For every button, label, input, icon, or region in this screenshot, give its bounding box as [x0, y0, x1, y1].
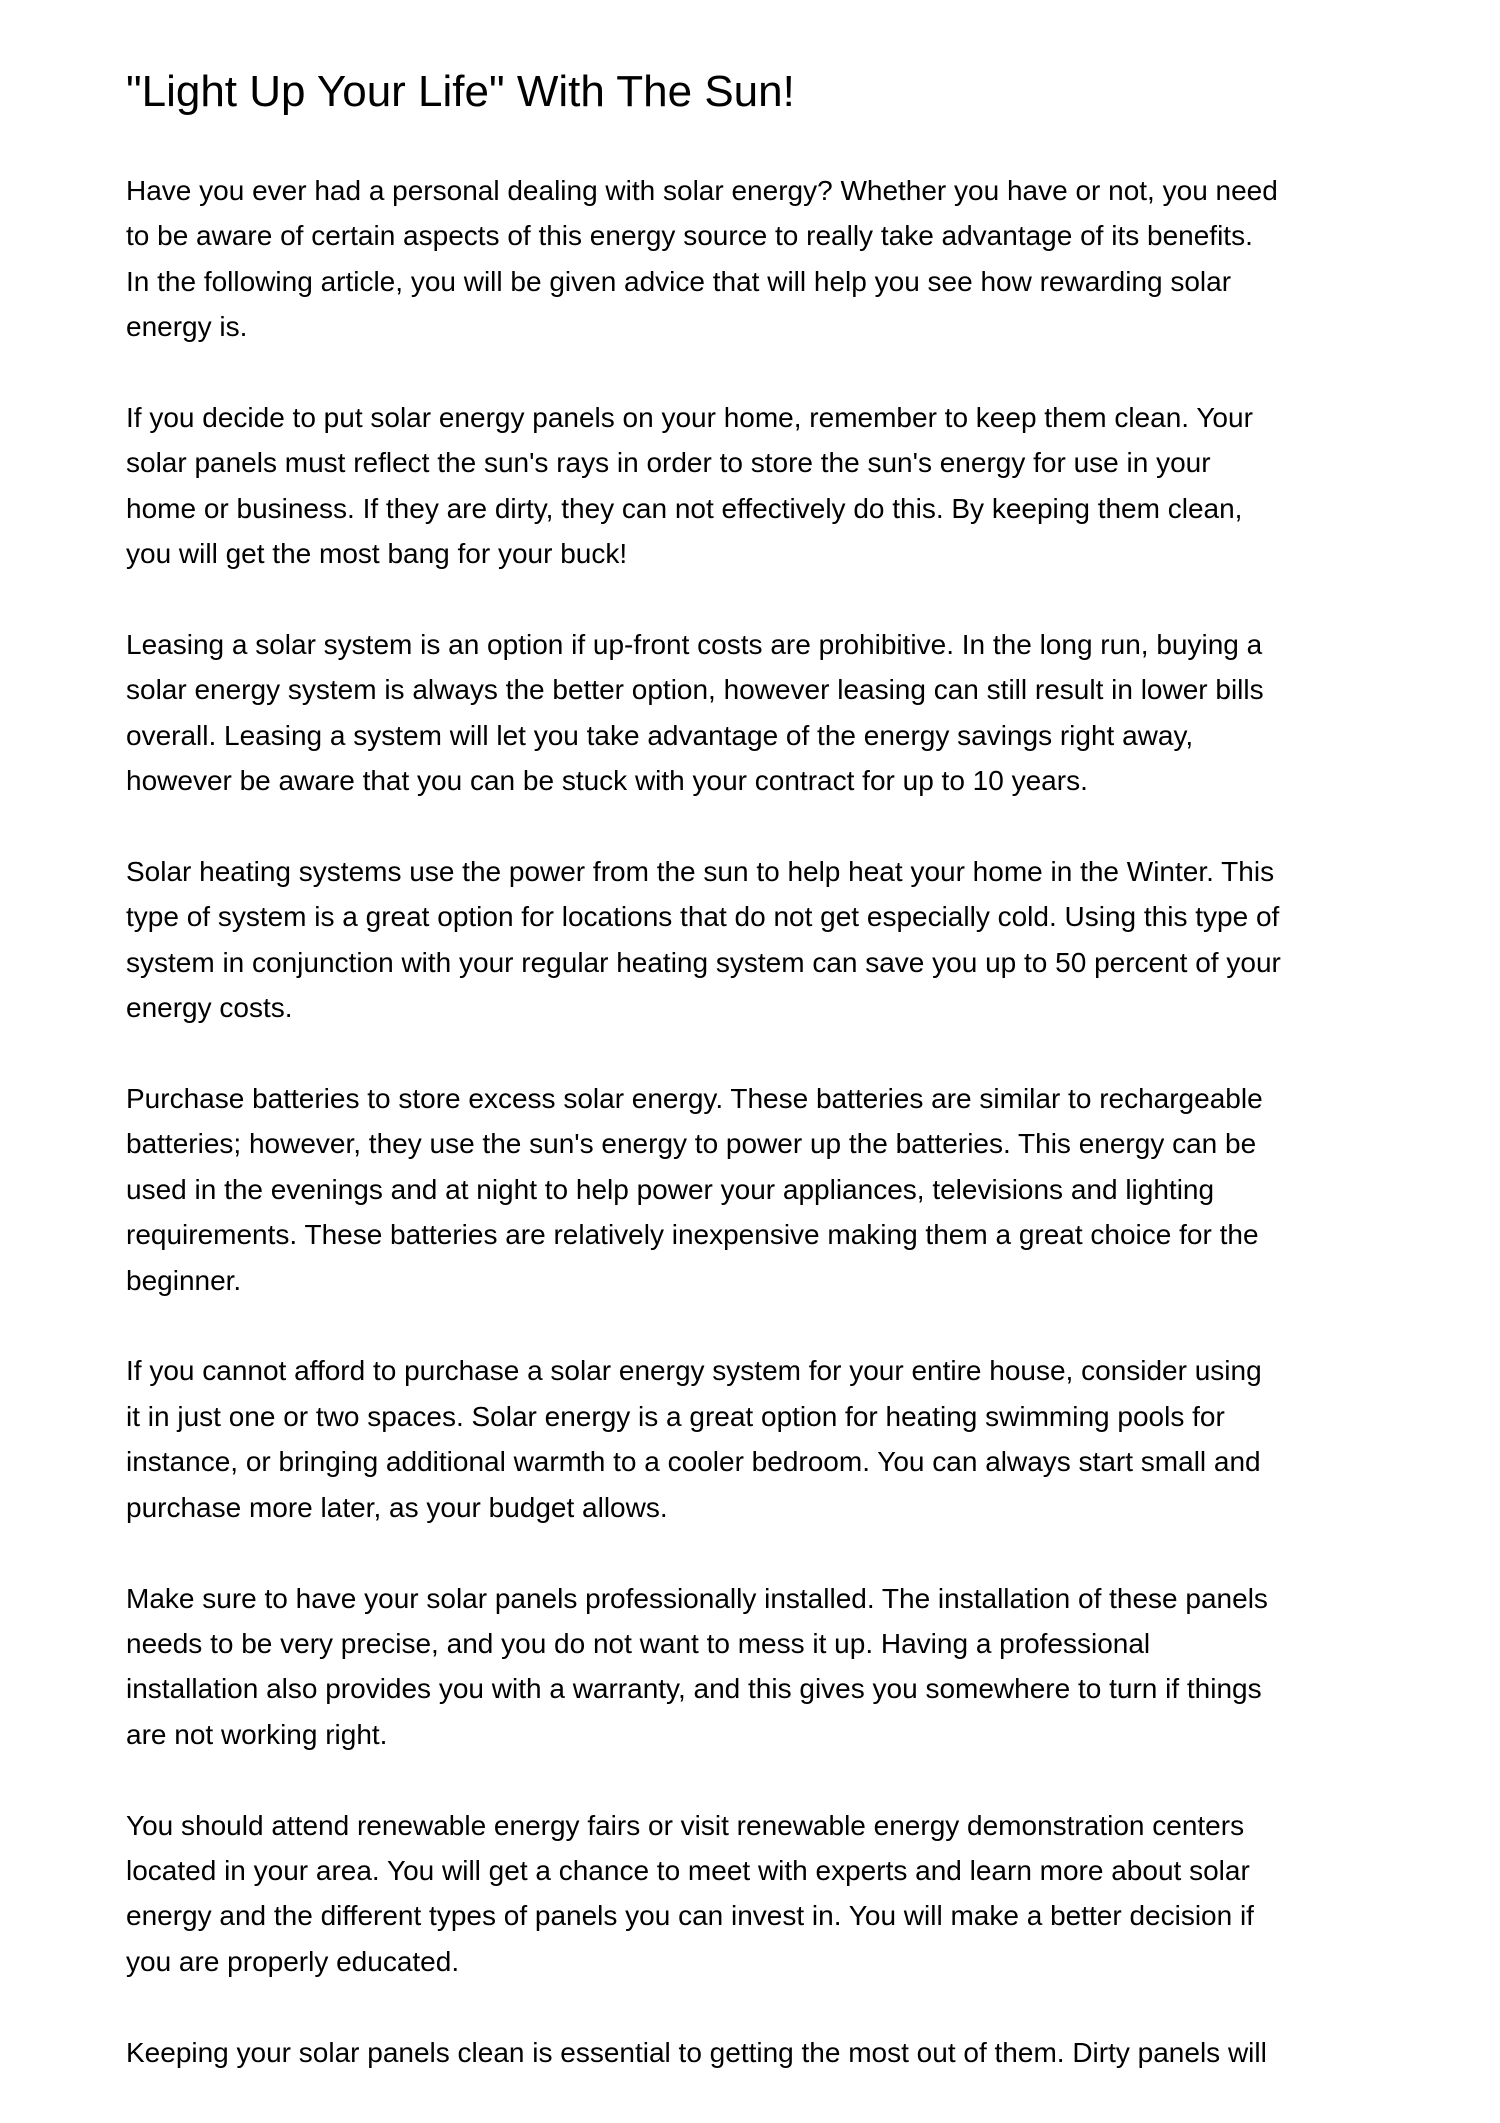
text-line: Make sure to have your solar panels professionally installed. The installation of these panels: [126, 1582, 1268, 1614]
text-line: to be aware of certain aspects of this energy source to really take advantage of its benefits.: [126, 220, 1253, 252]
text-line: beginner.: [126, 1264, 242, 1296]
article-body: [126, 168, 1281, 2120]
paragraph: [126, 168, 1281, 350]
text-line: instance, or bringing additional warmth to a cooler bedroom. You can always start small and: [126, 1446, 1261, 1478]
text-line: energy and the different types of panels you can invest in. You will make a better decision if: [126, 1900, 1254, 1932]
text-line: Keeping your solar panels clean is essential to getting the most out of them. Dirty panels will: [126, 2036, 1267, 2068]
text-line: installation also provides you with a warranty, and this gives you somewhere to turn if things: [126, 1673, 1262, 1705]
text-line: home or business. If they are dirty, they can not effectively do this. By keeping them clean,: [126, 492, 1243, 524]
paragraph: [126, 395, 1281, 577]
text-line: are not working right.: [126, 1718, 388, 1750]
text-line: Have you ever had a personal dealing with solar energy? Whether you have or not, you need: [126, 175, 1278, 206]
paragraph: [126, 622, 1281, 804]
paragraph: [126, 1348, 1281, 1530]
text-line: requirements. These batteries are relatively inexpensive making them a great choice for the: [126, 1219, 1259, 1251]
text-line: Purchase batteries to store excess solar energy. These batteries are similar to rechargeable: [126, 1083, 1263, 1115]
paragraph: [126, 1076, 1281, 1303]
text-line: If you decide to put solar energy panels on your home, remember to keep them clean. Your: [126, 402, 1253, 434]
paragraph: [126, 849, 1281, 1031]
paragraph: [126, 1576, 1281, 1758]
text-line: however be aware that you can be stuck with your contract for up to 10 years.: [126, 765, 1088, 797]
text-line: batteries; however, they use the sun's energy to power up the batteries. This energy can be: [126, 1128, 1257, 1160]
text-line: you will get the most bang for your buck!: [126, 538, 628, 570]
text-line: Leasing a solar system is an option if up-front costs are prohibitive. In the long run, buying a: [126, 629, 1263, 661]
text-line: You should attend renewable energy fairs or visit renewable energy demonstration centers: [126, 1809, 1245, 1841]
text-line: system in conjunction with your regular heating system can save you up to 50 percent of your: [126, 946, 1281, 978]
text-line: In the following article, you will be given advice that will help you see how rewarding solar: [126, 265, 1232, 297]
text-line: solar panels must reflect the sun's rays in order to store the sun's energy for use in your: [126, 447, 1211, 479]
page-title: "Light Up Your Life" With The Sun!: [126, 67, 795, 116]
text-line: it in just one or two spaces. Solar energy is a great option for heating swimming pools for: [126, 1400, 1225, 1432]
text-line: located in your area. You will get a chance to meet with experts and learn more about solar: [126, 1854, 1250, 1886]
text-line: Solar heating systems use the power from the sun to help heat your home in the Winter. This: [126, 856, 1275, 888]
paragraph: [126, 1803, 1281, 1985]
text-line: If you cannot afford to purchase a solar energy system for your entire house, consider using: [126, 1355, 1262, 1387]
text-line: needs to be very precise, and you do not want to mess it up. Having a professional: [126, 1627, 1151, 1659]
text-line: overall. Leasing a system will let you take advantage of the energy savings right away,: [126, 719, 1194, 751]
text-line: you are properly educated.: [126, 1945, 460, 1977]
text-line: energy costs.: [126, 992, 293, 1024]
text-line: used in the evenings and at night to help power your appliances, televisions and lighting: [126, 1173, 1215, 1205]
text-line: energy is.: [126, 311, 248, 343]
text-line: type of system is a great option for locations that do not get especially cold. Using this type of: [126, 901, 1280, 933]
text-line: solar energy system is always the better option, however leasing can still result in lower bills: [126, 674, 1264, 706]
paragraph: [126, 2030, 1281, 2075]
text-line: purchase more later, as your budget allows.: [126, 1491, 668, 1523]
